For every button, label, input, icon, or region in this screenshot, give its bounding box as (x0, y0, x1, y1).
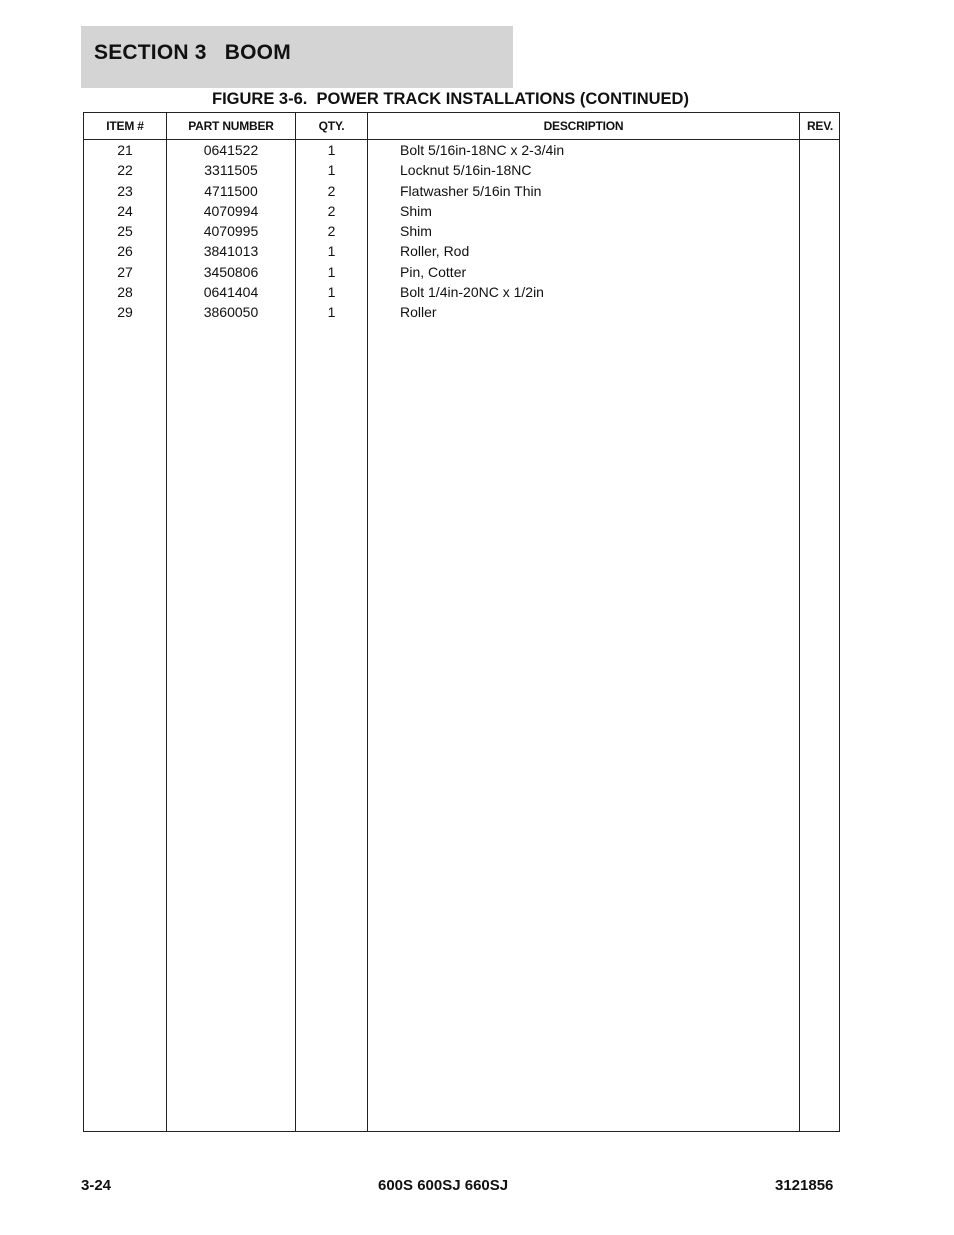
section-title: SECTION 3 BOOM (94, 41, 291, 64)
table-row (84, 221, 839, 241)
document-number: 3121856 (775, 1177, 834, 1194)
quantity: 1 (327, 243, 336, 260)
part-number: 4711500 (204, 182, 258, 199)
quantity: 1 (327, 162, 336, 179)
revision (800, 262, 840, 282)
table-body (84, 140, 839, 322)
table-header-row (84, 113, 839, 140)
header-item: ITEM # (106, 119, 144, 133)
description: Locknut 5/16in-18NC (400, 162, 532, 179)
item-number: 29 (117, 304, 133, 320)
revision (800, 302, 840, 322)
description: Roller, Rod (400, 243, 470, 260)
quantity: 1 (327, 304, 336, 320)
revision (800, 201, 840, 221)
part-number: 4070994 (203, 202, 259, 219)
revision (800, 160, 840, 180)
revision (800, 241, 840, 261)
item-number: 25 (117, 223, 133, 239)
description: Shim (400, 202, 432, 219)
item-number: 27 (117, 263, 133, 280)
table-row (84, 302, 839, 322)
table-row (84, 282, 839, 302)
description: Roller (400, 304, 437, 320)
part-number: 0641404 (203, 283, 259, 300)
header-qty: QTY. (318, 119, 345, 133)
part-number: 4070995 (203, 223, 259, 239)
item-number: 26 (117, 243, 133, 260)
part-number: 3450806 (203, 263, 259, 280)
revision (800, 221, 840, 241)
item-number: 21 (117, 142, 133, 158)
quantity: 2 (327, 223, 336, 239)
part-number: 3860050 (203, 304, 259, 320)
revision (800, 140, 840, 160)
item-number: 24 (117, 202, 133, 219)
header-rev: REV. (806, 119, 834, 133)
header-part-number: PART NUMBER (188, 119, 274, 133)
quantity: 1 (327, 263, 336, 280)
table-row (84, 140, 839, 160)
table-row (84, 181, 839, 201)
part-number: 0641522 (203, 142, 259, 158)
table-row (84, 201, 839, 221)
item-number: 23 (117, 182, 133, 199)
description: Flatwasher 5/16in Thin (400, 182, 542, 199)
part-number: 3311505 (204, 162, 258, 179)
section-banner (81, 26, 513, 88)
header-description: DESCRIPTION (543, 119, 624, 133)
quantity: 2 (327, 182, 336, 199)
description: Pin, Cotter (400, 263, 467, 280)
item-number: 22 (117, 162, 133, 179)
table-row (84, 262, 839, 282)
quantity: 2 (327, 202, 336, 219)
description: Shim (400, 223, 432, 239)
revision (800, 282, 840, 302)
item-number: 28 (117, 283, 133, 300)
part-number: 3841013 (203, 243, 259, 260)
description: Bolt 5/16in-18NC x 2-3/4in (400, 142, 565, 158)
model-numbers: 600S 600SJ 660SJ (378, 1177, 509, 1194)
figure-title: FIGURE 3-6. POWER TRACK INSTALLATIONS (CONTINUED) (212, 90, 689, 108)
page-number: 3-24 (81, 1177, 112, 1194)
quantity: 1 (327, 142, 336, 158)
revision (800, 181, 840, 201)
description: Bolt 1/4in-20NC x 1/2in (400, 283, 544, 300)
quantity: 1 (327, 283, 336, 300)
table-row (84, 160, 839, 180)
parts-table (83, 112, 840, 1132)
table-row (84, 241, 839, 261)
